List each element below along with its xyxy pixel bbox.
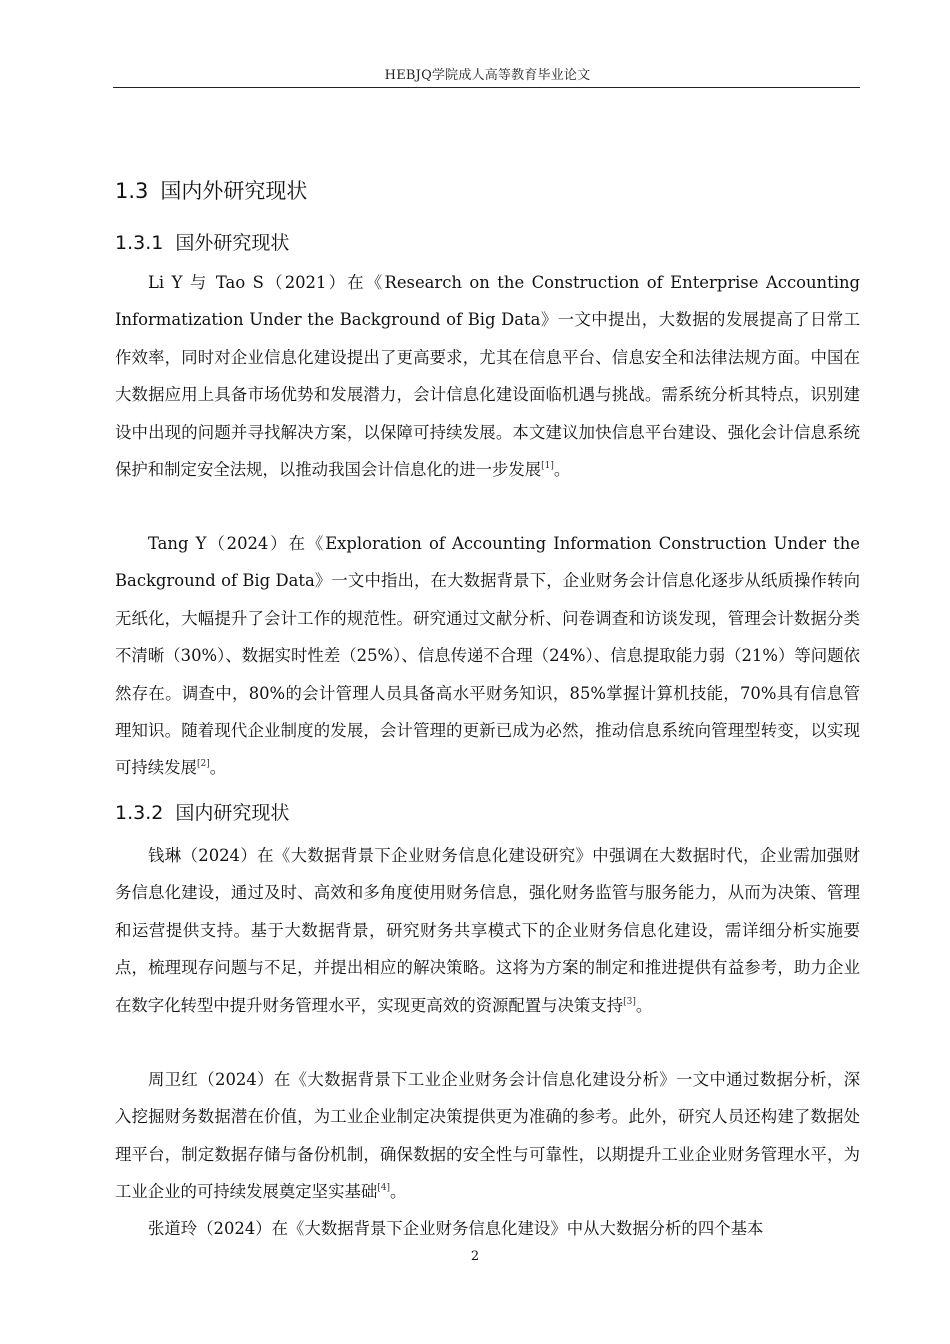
- subsection-number: 1.3.1: [115, 232, 164, 254]
- paragraph-text: 张道玲（2024）在《大数据背景下企业财务信息化建设》中从大数据分析的四个基本: [148, 1219, 764, 1238]
- paragraph-end: 。: [390, 1182, 407, 1202]
- paragraph-text: Li Y 与 Tao S（2021）在《Research on the Construction of Enterprise Accounting Informatization Under the Background of Big Data》一文中提出，大数据的发展提高了日常工作效率，同时对企业信息化建设提出了更高要求，尤其在信息平台、信息安全和法律法规方面。中国在大数据应用上具备市场优势和发展潜力，会计信息化建设面临机遇与挑战。需系统分析其特点，识别建设中出现的问题并寻找解决方案，以保障可持续发展。本文建议加快信息平台建设、强化会计信息系统保护和制定安全法规，以推动我国会计信息化的进一步发展: [115, 273, 860, 480]
- paragraph-end: 。: [209, 758, 227, 778]
- paragraph-text: 钱琳（2024）在《大数据背景下企业财务信息化建设研究》中强调在大数据时代，企业需加强财务信息化建设，通过及时、高效和多角度使用财务信息，强化财务监管与服务能力，从而为决策、管理和运营提供支持。基于大数据背景，研究财务共享模式下的企业财务信息化建设，需详细分析实施要点，梳理现存问题与不足，并提出相应的解决策略。这将为方案的制定和推进提供有益参考，助力企业在数字化转型中提升财务管理水平，实现更高效的资源配置与决策支持: [115, 846, 860, 1015]
- subsection-title: 国内研究现状: [175, 802, 290, 824]
- paragraph-text: Tang Y（2024）在《Exploration of Accounting Information Construction Under the Background of Big Data》一文中指出，在大数据背景下，企业财务会计信息化逐步从纸质操作转向无纸化，大幅提升了会计工作的规范性。研究通过文献分析、问卷调查和访谈发现，管理会计数据分类不清晰（30%）、数据实时性差（25%）、信息传递不合理（24%）、信息提取能力弱（21%）等问题依然存在。调查中，80%的会计管理人员具备高水平财务知识，85%掌握计算机技能，70%具有信息管理知识。随着现代企业制度的发展，会计管理的更新已成为必然，推动信息系统向管理型转变，以实现可持续发展: [115, 534, 860, 778]
- subsection-heading-domestic: [115, 798, 289, 825]
- paragraph-zhang: [115, 1210, 860, 1247]
- section-title: 国内外研究现状: [160, 179, 308, 203]
- citation-ref: [4]: [377, 1183, 390, 1194]
- paragraph-end: 。: [553, 460, 571, 480]
- paragraph-qian: [115, 837, 860, 1024]
- paragraph-tang: [115, 525, 860, 787]
- subsection-heading-foreign: [115, 228, 289, 255]
- paragraph-zhou: [115, 1061, 860, 1211]
- citation-ref: [3]: [623, 996, 636, 1007]
- page-number: 2: [470, 1249, 480, 1264]
- header-rule: [113, 87, 860, 88]
- citation-ref: [1]: [541, 461, 554, 472]
- paragraph-text: 周卫红（2024）在《大数据背景下工业企业财务会计信息化建设分析》一文中通过数据分析，深入挖掘财务数据潜在价值，为工业企业制定决策提供更为准确的参考。此外，研究人员还构建了数据处理平台，制定数据存储与备份机制，确保数据的安全性与可靠性，以期提升工业企业财务管理水平，为工业企业的可持续发展奠定坚实基础: [115, 1070, 860, 1202]
- section-heading: [115, 175, 307, 205]
- subsection-number: 1.3.2: [115, 802, 164, 824]
- paragraph-li-tao: [115, 264, 860, 488]
- subsection-title: 国外研究现状: [175, 232, 290, 254]
- section-number: 1.3: [115, 179, 149, 203]
- citation-ref: [2]: [196, 759, 210, 770]
- running-header: HEBJQ学院成人高等教育毕业论文: [384, 68, 591, 83]
- paragraph-end: 。: [635, 995, 653, 1015]
